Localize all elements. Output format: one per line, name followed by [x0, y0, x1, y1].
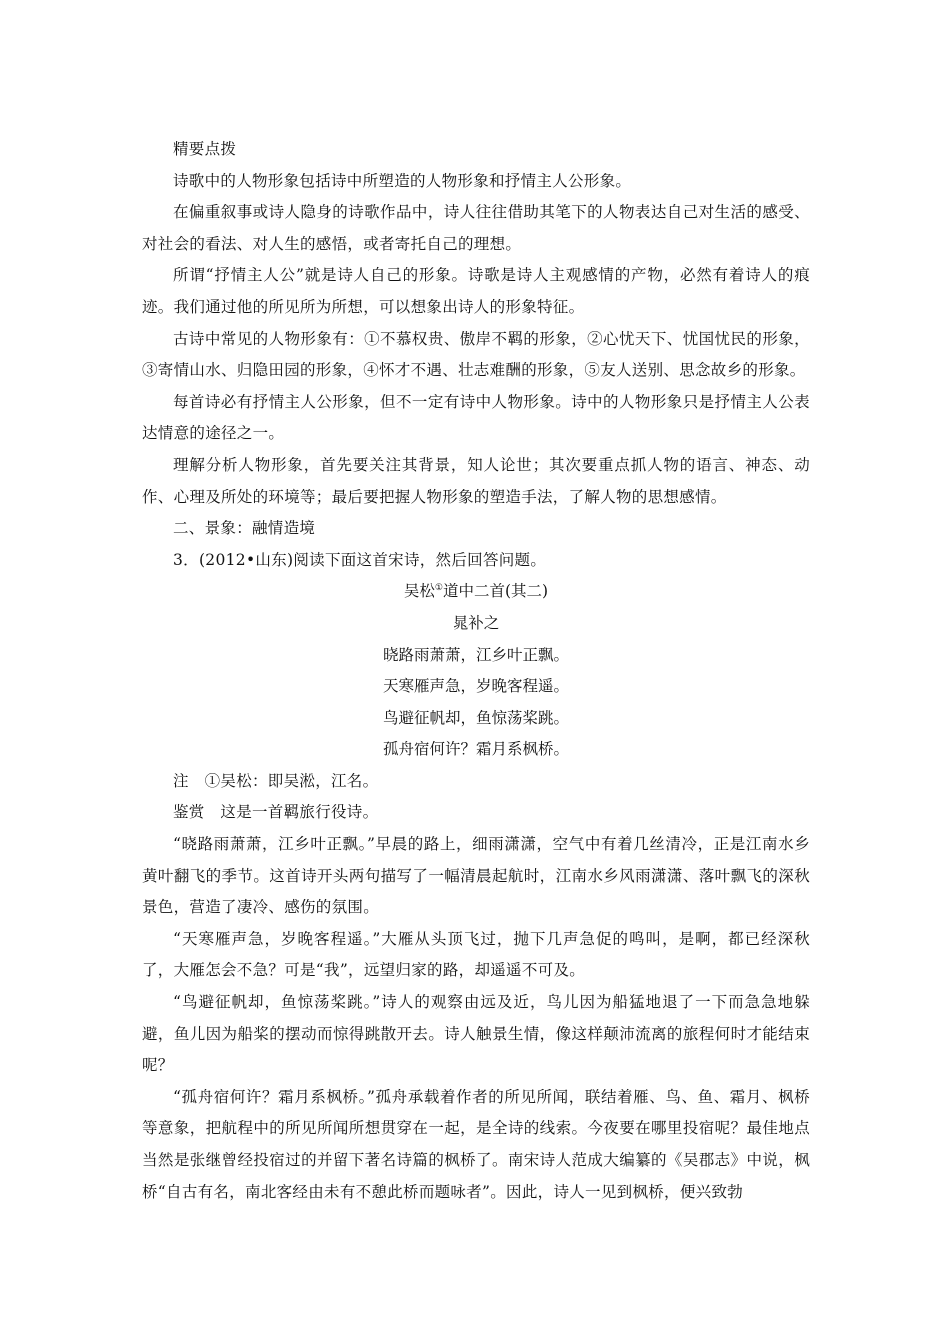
section-heading: 二、景象：融情造境 [173, 519, 316, 538]
poem-line: 晓路雨萧萧，江乡叶正飘。 [382, 645, 569, 664]
poem-title-part: 道中二首(其二) [442, 582, 549, 601]
paragraph: “天寒雁声急，岁晚客程遥。”大雁从头顶飞过，抛下几声急促的鸣叫，是啊，都已经深秋了，大雁怎会不急？可是“我”，远望归家的路，却遥遥不可及。 [142, 929, 810, 980]
poem-line: 天寒雁声急，岁晚客程遥。 [382, 677, 569, 696]
paragraph: 理解分析人物形象，首先要关注其背景，知人论世；其次要重点抓人物的语言、神态、动作、心理及所处的环境等；最后要把握人物形象的塑造手法，了解人物的思想感情。 [142, 455, 810, 506]
poem [142, 576, 810, 766]
paragraph: 诗歌中的人物形象包括诗中所塑造的人物形象和抒情主人公形象。 [173, 171, 632, 190]
appreciation-intro: 鉴赏 这是一首羁旅行役诗。 [173, 803, 379, 822]
paragraph: “晓路雨萧萧，江乡叶正飘。”早晨的路上，细雨潇潇，空气中有着几丝清冷，正是江南水乡黄叶翻飞的季节。这首诗开头两句描写了一幅清晨起航时，江南水乡风雨潇潇、落叶飘飞的深秋景色，营造了凄冷、感伤的氛围。 [142, 835, 810, 917]
paragraph: “鸟避征帆却，鱼惊荡桨跳。”诗人的观察由远及近，鸟儿因为船猛地退了一下而急急地躲避，鱼儿因为船桨的摆动而惊得跳散开去。诗人触景生情，像这样颠沛流离的旅程何时才能结束呢？ [142, 993, 810, 1075]
paragraph: 每首诗必有抒情主人公形象，但不一定有诗中人物形象。诗中的人物形象只是抒情主人公表达情意的途径之一。 [142, 392, 810, 443]
paragraph: 在偏重叙事或诗人隐身的诗歌作品中，诗人往往借助其笔下的人物表达自己对生活的感受、对社会的看法、对人生的感悟，或者寄托自己的理想。 [142, 203, 810, 253]
footnote: 注 ①吴松：即吴淞，江名。 [173, 771, 379, 790]
paragraph: “孤舟宿何许？霜月系枫桥。”孤舟承载着作者的所见所闻，联结着雁、鸟、鱼、霜月、枫桥等意象，把航程中的所见所闻所想贯穿在一起，是全诗的线索。今夜要在哪里投宿呢？最佳地点当然是张继曾经投宿过的并留下著名诗篇的枫桥了。南宋诗人范成大编纂的《吴郡志》中说，枫桥“自古有名，南北客经由未有不憩此桥而题咏者”。因此，诗人一见到枫桥，便兴致勃 [142, 1087, 810, 1201]
poem-title [142, 576, 810, 608]
poem-title-part: 吴松 [403, 582, 435, 601]
section-title-tips: 精要点拨 [173, 140, 237, 158]
poem-line: 鸟避征帆却，鱼惊荡桨跳。 [382, 708, 569, 727]
question-prompt: 3．(2012•山东)阅读下面这首宋诗，然后回答问题。 [173, 550, 547, 569]
footnote-marker: ① [434, 583, 443, 594]
poem-line: 孤舟宿何许？霜月系枫桥。 [382, 740, 569, 759]
paragraph: 所谓“抒情主人公”就是诗人自己的形象。诗歌是诗人主观感情的产物，必然有着诗人的痕迹。我们通过他的所见所为所想，可以想象出诗人的形象特征。 [142, 266, 810, 316]
paragraph: 古诗中常见的人物形象有：①不慕权贵、傲岸不羁的形象，②心忧天下、忧国忧民的形象，③寄情山水、归隐田园的形象，④怀才不遇、壮志难酬的形象，⑤友人送别、思念故乡的形象。 [142, 329, 810, 380]
document-page [142, 134, 810, 1208]
poem-author: 晁补之 [452, 613, 500, 632]
